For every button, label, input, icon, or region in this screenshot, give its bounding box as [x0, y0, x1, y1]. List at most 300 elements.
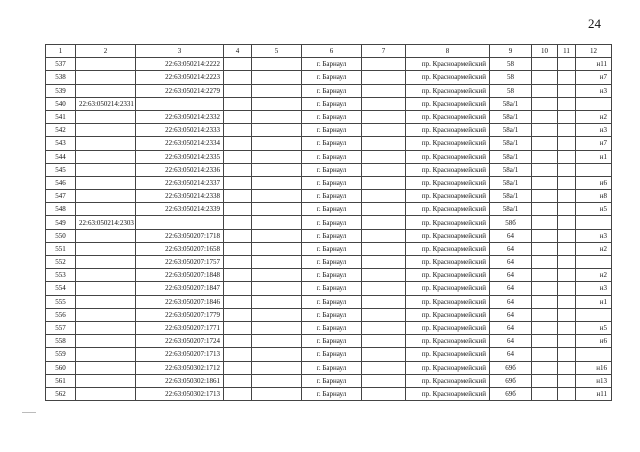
table-cell: пр. Красноармейский [406, 282, 490, 295]
table-cell [252, 256, 302, 269]
table-cell: г. Барнаул [302, 295, 362, 308]
table-cell: пр. Красноармейский [406, 150, 490, 163]
table-cell [252, 269, 302, 282]
table-cell: 550 [46, 229, 76, 242]
table-cell [558, 190, 576, 203]
table-cell: н3 [576, 84, 612, 97]
table-cell [532, 203, 558, 216]
column-header-5: 5 [252, 45, 302, 58]
table-cell: 22:63:050214:2223 [136, 71, 224, 84]
table-cell [558, 203, 576, 216]
table-cell [362, 242, 406, 255]
table-row [46, 242, 612, 255]
table-cell: 64 [490, 242, 532, 255]
table-cell [532, 374, 558, 387]
table-cell [224, 216, 252, 229]
table-cell: 58а/1 [490, 163, 532, 176]
table-cell: 22:63:050207:1724 [136, 335, 224, 348]
table-cell: н6 [576, 176, 612, 189]
table-cell: пр. Красноармейский [406, 163, 490, 176]
table-cell [532, 282, 558, 295]
table-cell [76, 256, 136, 269]
table-cell [362, 163, 406, 176]
table-row [46, 97, 612, 110]
table-cell: г. Барнаул [302, 176, 362, 189]
table-cell: 22:63:050214:2339 [136, 203, 224, 216]
table-cell [224, 295, 252, 308]
table-cell [76, 321, 136, 334]
table-cell [252, 387, 302, 400]
table-cell: пр. Красноармейский [406, 387, 490, 400]
table-cell: 58а/1 [490, 97, 532, 110]
table-cell: 22:63:050207:1771 [136, 321, 224, 334]
table-cell: 561 [46, 374, 76, 387]
table-cell [224, 229, 252, 242]
table-cell: 58а/1 [490, 203, 532, 216]
table-cell: г. Барнаул [302, 71, 362, 84]
table-cell [224, 203, 252, 216]
table-cell [76, 58, 136, 71]
table-cell: н11 [576, 58, 612, 71]
table-cell [224, 150, 252, 163]
table-cell: н3 [576, 124, 612, 137]
table-cell [252, 308, 302, 321]
table-cell: 556 [46, 308, 76, 321]
table-cell [224, 387, 252, 400]
table-cell [224, 84, 252, 97]
table-cell: 58 [490, 58, 532, 71]
table-cell [252, 176, 302, 189]
table-cell [362, 190, 406, 203]
table-cell: 557 [46, 321, 76, 334]
table-cell [252, 203, 302, 216]
column-header-8: 8 [406, 45, 490, 58]
table-cell [76, 282, 136, 295]
table-cell [76, 295, 136, 308]
table-cell: г. Барнаул [302, 84, 362, 97]
table-cell: 22:63:050214:2222 [136, 58, 224, 71]
table-cell [252, 137, 302, 150]
table-cell [76, 176, 136, 189]
table-row [46, 321, 612, 334]
table-cell [224, 58, 252, 71]
table-cell: 58 [490, 84, 532, 97]
table-cell [558, 335, 576, 348]
table-row [46, 348, 612, 361]
table-cell [558, 84, 576, 97]
table-row [46, 308, 612, 321]
table-cell: 64 [490, 229, 532, 242]
table-cell: г. Барнаул [302, 58, 362, 71]
table-cell [362, 176, 406, 189]
column-header-7: 7 [362, 45, 406, 58]
table-cell [224, 190, 252, 203]
table-cell [558, 256, 576, 269]
table-cell: 541 [46, 110, 76, 123]
table-cell: 64 [490, 295, 532, 308]
table-cell [76, 269, 136, 282]
table-cell: 69б [490, 387, 532, 400]
table-cell: пр. Красноармейский [406, 176, 490, 189]
table-cell: 542 [46, 124, 76, 137]
table-cell [532, 176, 558, 189]
table-cell: 559 [46, 348, 76, 361]
table-cell [532, 110, 558, 123]
table-cell: пр. Красноармейский [406, 190, 490, 203]
table-row [46, 190, 612, 203]
table-cell [362, 84, 406, 97]
table-cell [252, 374, 302, 387]
table-cell: пр. Красноармейский [406, 84, 490, 97]
table-cell: пр. Красноармейский [406, 269, 490, 282]
table-cell [76, 242, 136, 255]
table-cell: 58а/1 [490, 110, 532, 123]
table-cell: г. Барнаул [302, 137, 362, 150]
table-cell [532, 242, 558, 255]
table-cell [362, 229, 406, 242]
table-cell [76, 71, 136, 84]
column-header-4: 4 [224, 45, 252, 58]
table-cell [558, 137, 576, 150]
table-cell [362, 124, 406, 137]
table-row [46, 295, 612, 308]
table-cell [532, 348, 558, 361]
table-cell [532, 124, 558, 137]
table-cell [76, 308, 136, 321]
table-cell [558, 269, 576, 282]
table-cell: н7 [576, 137, 612, 150]
table-cell [362, 282, 406, 295]
table-cell [576, 97, 612, 110]
table-cell: н2 [576, 269, 612, 282]
table-cell [252, 282, 302, 295]
table-cell [252, 84, 302, 97]
table-row [46, 387, 612, 400]
table-cell [224, 256, 252, 269]
table-cell [252, 229, 302, 242]
table-cell [76, 387, 136, 400]
table-cell [558, 176, 576, 189]
table-cell: 22:63:050207:1847 [136, 282, 224, 295]
table-cell: 22:63:050302:1861 [136, 374, 224, 387]
table-cell [76, 150, 136, 163]
table-cell [532, 321, 558, 334]
table-cell: г. Барнаул [302, 203, 362, 216]
table-row [46, 282, 612, 295]
table-cell [252, 190, 302, 203]
table-cell: г. Барнаул [302, 387, 362, 400]
table-cell [558, 71, 576, 84]
table-cell [532, 97, 558, 110]
table-cell [136, 97, 224, 110]
table-cell [532, 256, 558, 269]
table-cell: г. Барнаул [302, 242, 362, 255]
table-cell: 58а/1 [490, 176, 532, 189]
table-cell [252, 321, 302, 334]
column-header-11: 11 [558, 45, 576, 58]
table-cell [362, 216, 406, 229]
table-cell: пр. Красноармейский [406, 203, 490, 216]
table-cell: н3 [576, 229, 612, 242]
table-cell [362, 295, 406, 308]
table-cell [224, 137, 252, 150]
column-header-10: 10 [532, 45, 558, 58]
table-cell: пр. Красноармейский [406, 256, 490, 269]
table-cell [76, 361, 136, 374]
table-cell: н6 [576, 335, 612, 348]
table-cell: 58а/1 [490, 190, 532, 203]
table-cell [76, 110, 136, 123]
table-cell [252, 335, 302, 348]
table-cell [532, 150, 558, 163]
table-cell: г. Барнаул [302, 229, 362, 242]
table-cell: н7 [576, 71, 612, 84]
table-cell [76, 374, 136, 387]
table-cell: н3 [576, 282, 612, 295]
column-header-2: 2 [76, 45, 136, 58]
table-cell: 22:63:050207:1779 [136, 308, 224, 321]
table-cell: г. Барнаул [302, 216, 362, 229]
table-cell: г. Барнаул [302, 308, 362, 321]
table-cell: 58а/1 [490, 124, 532, 137]
table-cell: пр. Красноармейский [406, 216, 490, 229]
table-cell: 552 [46, 256, 76, 269]
table-cell: 539 [46, 84, 76, 97]
table-cell: 549 [46, 216, 76, 229]
table-cell: г. Барнаул [302, 269, 362, 282]
table-cell [558, 321, 576, 334]
table-cell [252, 163, 302, 176]
table-cell: 547 [46, 190, 76, 203]
table-cell [532, 190, 558, 203]
table-row [46, 374, 612, 387]
table-cell: 22:63:050302:1712 [136, 361, 224, 374]
table-cell [576, 348, 612, 361]
table-cell: 64 [490, 321, 532, 334]
table-cell [558, 282, 576, 295]
table-cell [532, 229, 558, 242]
table-cell: 545 [46, 163, 76, 176]
table-cell [576, 308, 612, 321]
table-cell: г. Барнаул [302, 321, 362, 334]
table-cell: 22:63:050214:2333 [136, 124, 224, 137]
table-cell: 543 [46, 137, 76, 150]
table-cell: 551 [46, 242, 76, 255]
table-cell [576, 216, 612, 229]
table-cell: 555 [46, 295, 76, 308]
table-cell: н5 [576, 321, 612, 334]
table-cell: 560 [46, 361, 76, 374]
table-cell [558, 242, 576, 255]
table-cell: 562 [46, 387, 76, 400]
table-cell [532, 84, 558, 97]
table-cell [558, 163, 576, 176]
table-cell: н11 [576, 387, 612, 400]
table-cell [252, 150, 302, 163]
table-cell [136, 216, 224, 229]
table-cell [252, 110, 302, 123]
table-cell [532, 137, 558, 150]
table-cell [224, 282, 252, 295]
table-cell: 22:63:050214:2338 [136, 190, 224, 203]
column-header-1: 1 [46, 45, 76, 58]
table-cell: пр. Красноармейский [406, 335, 490, 348]
table-cell: 22:63:050214:2337 [136, 176, 224, 189]
table-cell: 58 [490, 71, 532, 84]
table-row [46, 203, 612, 216]
table-row [46, 84, 612, 97]
table-cell [532, 71, 558, 84]
table-cell: г. Барнаул [302, 361, 362, 374]
table-cell: г. Барнаул [302, 374, 362, 387]
table-cell [532, 163, 558, 176]
table-row [46, 124, 612, 137]
table-cell: 64 [490, 269, 532, 282]
table-cell [362, 97, 406, 110]
table-cell: г. Барнаул [302, 97, 362, 110]
table-cell: 22:63:050214:2331 [76, 97, 136, 110]
table-cell [532, 295, 558, 308]
table-cell [224, 71, 252, 84]
table-cell [252, 124, 302, 137]
table-cell: 540 [46, 97, 76, 110]
table-cell: г. Барнаул [302, 163, 362, 176]
table-cell [558, 348, 576, 361]
table-cell: г. Барнаул [302, 150, 362, 163]
table-cell [558, 110, 576, 123]
table-cell [362, 203, 406, 216]
table-row [46, 335, 612, 348]
table-cell: 22:63:050214:2332 [136, 110, 224, 123]
table-cell [362, 348, 406, 361]
table-cell: 22:63:050207:1713 [136, 348, 224, 361]
table-cell: 22:63:050214:2334 [136, 137, 224, 150]
table-cell: г. Барнаул [302, 190, 362, 203]
table-cell: г. Барнаул [302, 256, 362, 269]
table-header-row [46, 45, 612, 58]
table-cell [76, 124, 136, 137]
table-cell [76, 163, 136, 176]
table-cell: 64 [490, 256, 532, 269]
table-cell: 553 [46, 269, 76, 282]
scan-artifact [22, 412, 36, 413]
table-cell [252, 348, 302, 361]
table-cell [558, 58, 576, 71]
table-cell [362, 256, 406, 269]
page-number: 24 [588, 16, 601, 31]
table-cell: 22:63:050302:1713 [136, 387, 224, 400]
table-row [46, 110, 612, 123]
table-cell: 22:63:050214:2335 [136, 150, 224, 163]
table-cell [558, 229, 576, 242]
table-cell: пр. Красноармейский [406, 242, 490, 255]
table-cell: 22:63:050207:1658 [136, 242, 224, 255]
table-cell: 538 [46, 71, 76, 84]
table-cell: н5 [576, 203, 612, 216]
table-row [46, 176, 612, 189]
table-cell [252, 361, 302, 374]
table-cell: пр. Красноармейский [406, 229, 490, 242]
table-cell: н1 [576, 150, 612, 163]
column-header-12: 12 [576, 45, 612, 58]
table-cell [362, 361, 406, 374]
table-cell: пр. Красноармейский [406, 97, 490, 110]
table-row [46, 137, 612, 150]
table-cell [224, 269, 252, 282]
table-cell: пр. Красноармейский [406, 110, 490, 123]
table-cell [224, 110, 252, 123]
table-cell: н2 [576, 242, 612, 255]
table-body [46, 58, 612, 401]
table-cell [558, 216, 576, 229]
table-cell: г. Барнаул [302, 124, 362, 137]
table-cell [362, 387, 406, 400]
table-cell: г. Барнаул [302, 348, 362, 361]
table-cell [224, 308, 252, 321]
column-header-6: 6 [302, 45, 362, 58]
table-cell: 69б [490, 361, 532, 374]
table-cell [76, 348, 136, 361]
table-cell [558, 308, 576, 321]
table-cell [224, 361, 252, 374]
table-cell [252, 97, 302, 110]
table-cell: пр. Красноармейский [406, 348, 490, 361]
table-cell [252, 216, 302, 229]
table-cell [224, 321, 252, 334]
table-cell [252, 58, 302, 71]
table-cell [224, 163, 252, 176]
table-cell: 554 [46, 282, 76, 295]
table-cell: 58б [490, 216, 532, 229]
table-cell: пр. Красноармейский [406, 361, 490, 374]
table-cell: пр. Красноармейский [406, 295, 490, 308]
table-cell: 58а/1 [490, 150, 532, 163]
table-cell [576, 256, 612, 269]
table-row [46, 361, 612, 374]
table-cell [224, 97, 252, 110]
table-cell [76, 229, 136, 242]
table-cell: пр. Красноармейский [406, 124, 490, 137]
table-cell [576, 163, 612, 176]
table-cell: пр. Красноармейский [406, 374, 490, 387]
table-row [46, 163, 612, 176]
table-cell: 22:63:050207:1848 [136, 269, 224, 282]
table-cell: 64 [490, 348, 532, 361]
table-row [46, 269, 612, 282]
column-header-9: 9 [490, 45, 532, 58]
table-cell: н13 [576, 374, 612, 387]
table-cell [224, 124, 252, 137]
table-cell: 22:63:050207:1757 [136, 256, 224, 269]
table-cell: 64 [490, 282, 532, 295]
table-cell: н2 [576, 110, 612, 123]
table-cell: 69б [490, 374, 532, 387]
table-cell [224, 374, 252, 387]
table-cell [224, 348, 252, 361]
table-cell [224, 176, 252, 189]
table-cell: пр. Красноармейский [406, 58, 490, 71]
table-row [46, 256, 612, 269]
table-cell: пр. Красноармейский [406, 321, 490, 334]
table-cell [362, 321, 406, 334]
table-cell [76, 203, 136, 216]
table-cell [558, 295, 576, 308]
table-cell [532, 269, 558, 282]
table-cell: г. Барнаул [302, 110, 362, 123]
table-cell [362, 269, 406, 282]
table-cell: г. Барнаул [302, 282, 362, 295]
table-cell: пр. Красноармейский [406, 137, 490, 150]
